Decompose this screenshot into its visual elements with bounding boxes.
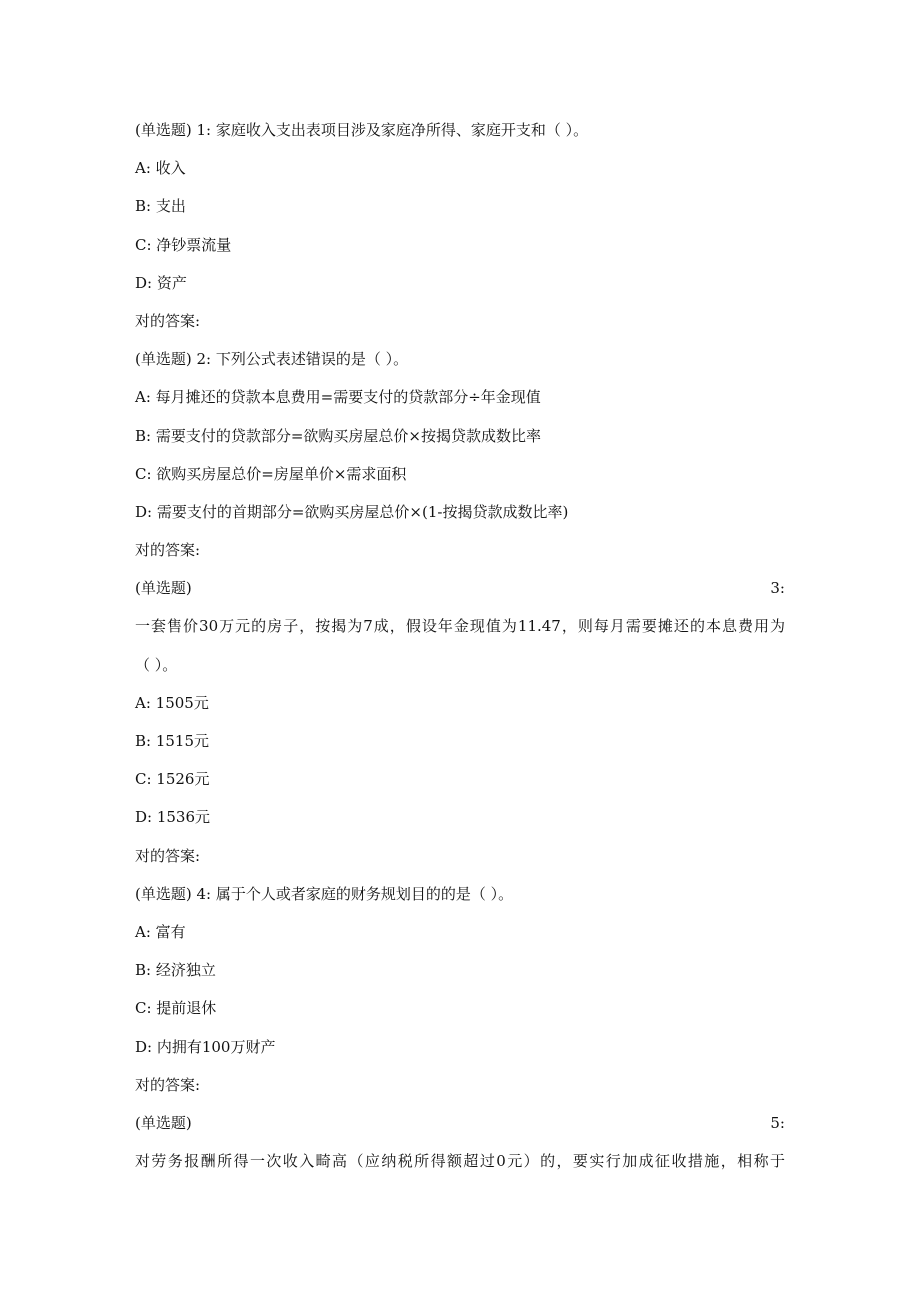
- q3-answer-label: 对的答案:: [135, 846, 201, 865]
- q3-option-c: C: 1526元: [135, 770, 210, 789]
- question-2-header: (单选题) 2: 下列公式表述错误的是（ ）。: [135, 350, 409, 369]
- question-3-header: [135, 569, 785, 607]
- question-4-header: (单选题) 4: 属于个人或者家庭的财务规划目的的是（ ）。: [135, 884, 514, 903]
- q2-option-b: B: 需要支付的贷款部分=欲购买房屋总价×按揭贷款成数比率: [135, 426, 541, 445]
- q4-option-a: A: 富有: [135, 922, 186, 941]
- q1-option-d: D: 资产: [135, 273, 187, 292]
- q1-option-a: A: 收入: [135, 159, 186, 178]
- q1-option-b: B: 支出: [135, 197, 186, 216]
- q3-option-b: B: 1515元: [135, 732, 210, 750]
- q5-type-label: (单选题): [135, 1113, 192, 1132]
- q4-option-c: C: 提前退休: [135, 999, 217, 1018]
- q3-option-a: A: 1505元: [135, 693, 209, 712]
- q3-type-label: (单选题): [135, 579, 192, 598]
- question-5-header: [135, 1104, 785, 1142]
- q4-option-b: B: 经济独立: [135, 961, 216, 980]
- q4-answer-label: 对的答案:: [135, 1075, 201, 1094]
- q3-text-line-1: 一套售价30万元的房子，按揭为7成，假设年金现值为11.47，则每月需要摊还的本息费用为: [135, 617, 785, 636]
- q4-option-d: D: 内拥有100万财产: [135, 1037, 276, 1056]
- q1-answer-label: 对的答案:: [135, 311, 201, 330]
- question-1-header: (单选题) 1: 家庭收入支出表项目涉及家庭净所得、家庭开支和（ ）。: [135, 121, 589, 139]
- q2-option-c: C: 欲购买房屋总价=房屋单价×需求面积: [135, 464, 407, 483]
- document-page: [135, 111, 785, 1180]
- q1-option-c: C: 净钞票流量: [135, 235, 232, 254]
- q2-option-a: A: 每月摊还的贷款本息费用=需要支付的贷款部分÷年金现值: [135, 388, 541, 407]
- q3-text-line-2: （ ）。: [135, 655, 178, 674]
- q2-answer-label: 对的答案:: [135, 541, 201, 560]
- q3-option-d: D: 1536元: [135, 808, 211, 827]
- q5-text-line-1: 对劳务报酬所得一次收入畸高（应纳税所得额超过0元）的，要实行加成征收措施，相称于: [135, 1152, 785, 1171]
- q2-option-d: D: 需要支付的首期部分=欲购买房屋总价×(1-按揭贷款成数比率): [135, 502, 569, 521]
- q3-number: 3:: [770, 579, 785, 598]
- q5-number: 5:: [770, 1113, 785, 1132]
